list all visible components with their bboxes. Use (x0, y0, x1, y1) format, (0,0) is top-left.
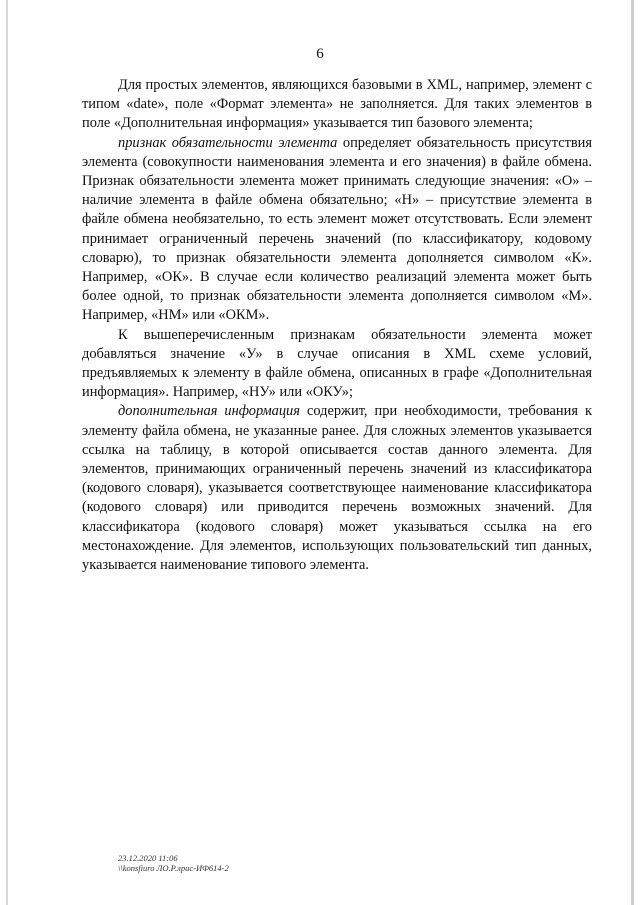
footer-file-path: \\konsfiuro ЛО.Р.лрис-ИФ614-2 (118, 863, 229, 873)
term-mandatory-flag: признак обязательности элемента (118, 134, 338, 151)
paragraph-base-elements: Для простых элементов, являющихся базовыми в XML, например, элемент с типом «date», поле «Формат элемента» не заполняется. Для таких элементов в поле «Дополнительная информация» указывается тип базового элемента; (82, 77, 592, 132)
term-additional-info: дополнительная информация (118, 403, 300, 420)
paragraph-mandatory-flag (82, 134, 592, 326)
paragraph-mandatory-flag-text: определяет обязательность присутствия элемента (совокупности наименования элемента и его значения) в файле обмена. Признак обязательности элемента может принимать следующие значения: «О» – наличие элемента в файле обмена обязательно; «Н» – присутствие элемента в файле обмена необязательно, то есть элемент может отсутствовать. Если элемент принимает ограниченный перечень значений (по классификатору, кодовому словарю), то признак обязательности элемента дополняется символом «К». Например, «ОК». В случае если количество реализаций элемента может быть более одной, то признак обязательности элемента дополняется символом «М». Например, «НМ» или «ОКМ». (82, 134, 593, 324)
footer-stamp (118, 853, 229, 873)
paragraph-additional-info-text: содержит, при необходимости, требования к элементу файла обмена, не указанные ранее. Для сложных элементов указывается ссылка на таблицу, в которой описывается состав данного элемента. Для элементов, принимающих ограниченный перечень значений из классификатора (кодового словаря), указывается соответствующее наименование классификатора (кодового словаря) или приводится перечень возможных значений. Для классификатора (кодового словаря) может указываться ссылка на его местонахождение. Для элементов, использующих пользовательский тип данных, указывается наименование типового элемента. (82, 403, 592, 574)
paragraph-additional-info (82, 402, 592, 575)
paragraph-condition-flag: К вышеперечисленным признакам обязательности элемента может добавляться значение «У» в случае описания в XML схеме условий, предъявляемых к элементу в файле обмена, описанных в графе «Дополнительная информация». Например, «НУ» или «ОКУ»; (82, 326, 592, 401)
scan-edge-left (6, 0, 8, 905)
scan-edge-right (631, 0, 634, 905)
body-text (82, 76, 592, 575)
page-number: 6 (316, 46, 324, 62)
footer-timestamp: 23.12.2020 11:06 (118, 853, 178, 863)
